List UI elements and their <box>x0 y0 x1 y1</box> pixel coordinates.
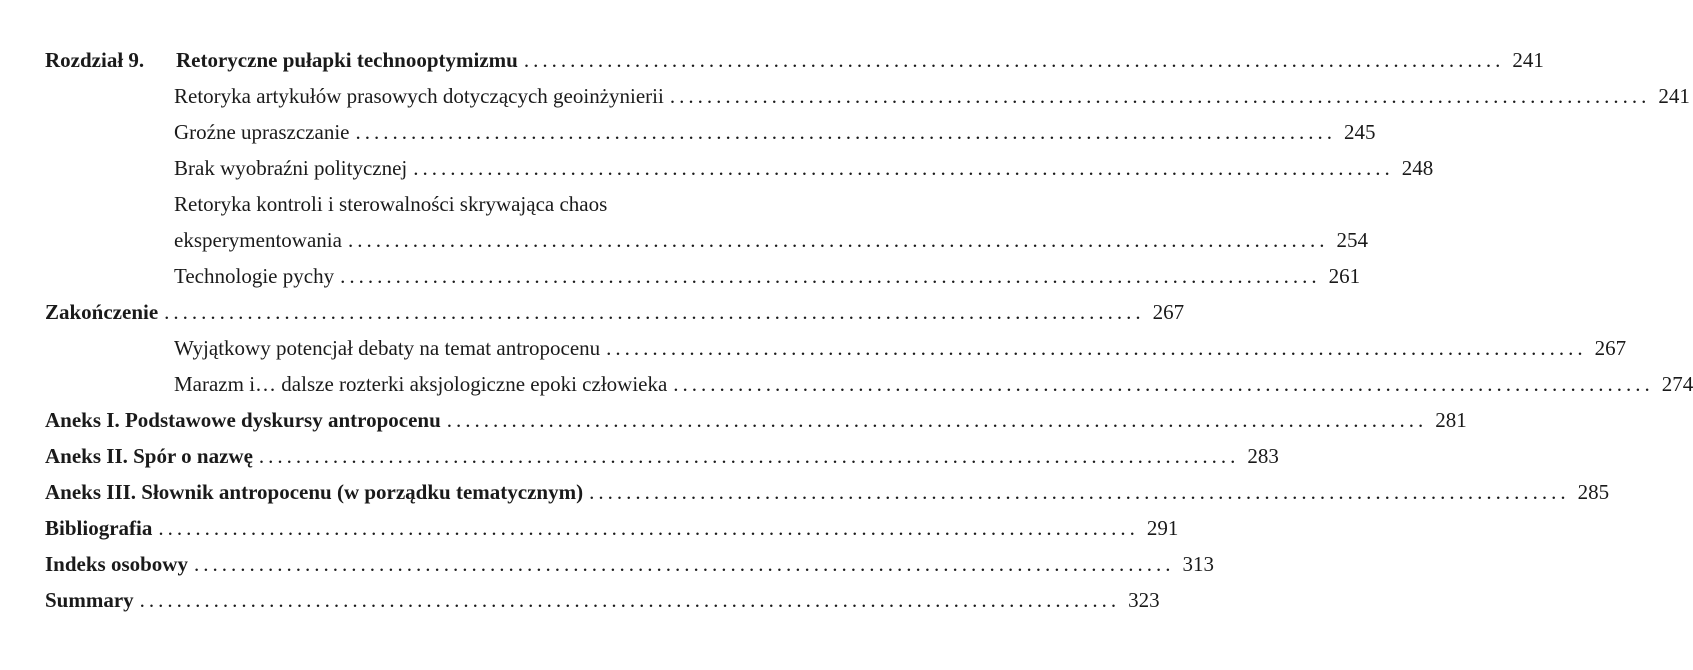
toc-entry-chapter-9 <box>0 42 1544 78</box>
dot-leader: .......................................................................................................... <box>258 444 1240 468</box>
toc-entry <box>0 330 1627 366</box>
toc-entry <box>0 150 1434 186</box>
page-number: 323 <box>1128 588 1160 612</box>
dot-leader: .......................................................................................................... <box>523 48 1505 72</box>
page-number: 281 <box>1435 408 1467 432</box>
page-number: 285 <box>1577 480 1610 504</box>
toc-entry-title: Retoryczne pułapki technooptymizmu <box>176 48 518 72</box>
toc-entry <box>0 258 1361 294</box>
page-number: 274 <box>1661 372 1693 396</box>
dot-leader: .......................................................................................................... <box>669 84 1651 108</box>
page-number: 245 <box>1343 120 1376 144</box>
toc-entry-continuation <box>0 186 898 222</box>
dot-leader: .......................................................................................................... <box>340 264 1321 288</box>
dot-leader: .......................................................................................................... <box>589 480 1570 504</box>
page-number: 254 <box>1336 228 1368 252</box>
toc-entry-title: Groźne upraszczanie <box>174 120 350 144</box>
dot-leader: .......................................................................................................... <box>413 156 1394 180</box>
toc-entry-title: Summary <box>45 588 134 612</box>
toc-entry-title: Aneks II. Spór o nazwę <box>45 444 253 468</box>
toc-entry-bibliography <box>0 510 1179 546</box>
toc-entry-index <box>0 546 1214 582</box>
dot-leader: .......................................................................................................... <box>139 588 1121 612</box>
page-number: 291 <box>1146 516 1179 540</box>
dot-leader: .......................................................................................................... <box>355 120 1336 144</box>
toc-entry-title: Brak wyobraźni politycznej <box>174 156 408 180</box>
toc-entry-conclusion <box>0 294 1185 330</box>
toc-entry-title: Marazm i… dalsze rozterki aksjologiczne epoki człowieka <box>174 372 668 396</box>
toc-entry-annex-2 <box>0 438 1279 474</box>
toc-entry <box>0 222 1368 258</box>
toc-entry-annex-1 <box>0 402 1467 438</box>
toc-entry <box>0 114 1376 150</box>
dot-leader: .......................................................................................................... <box>673 372 1654 396</box>
toc-entry-title: Zakończenie <box>45 300 159 324</box>
toc-entry-summary <box>0 582 1160 618</box>
toc-entry-title: Indeks osobowy <box>45 552 188 576</box>
dot-leader: .......................................................................................................... <box>193 552 1175 576</box>
toc-entry-title: Aneks III. Słownik antropocenu (w porządku tematycznym) <box>45 480 584 504</box>
toc-entry-annex-3 <box>0 474 1610 510</box>
toc-entry-title: Bibliografia <box>45 516 153 540</box>
chapter-number: Rozdział 9. <box>45 48 145 72</box>
page-number: 267 <box>1152 300 1185 324</box>
dot-leader: .......................................................................................................... <box>446 408 1428 432</box>
dot-leader: .......................................................................................................... <box>347 228 1329 252</box>
dot-leader: .......................................................................................................... <box>606 336 1587 360</box>
toc-entry-title: Retoryka artykułów prasowych dotyczących geoinżynierii <box>174 84 664 108</box>
page-number: 241 <box>1512 48 1544 72</box>
toc-entry-title: Aneks I. Podstawowe dyskursy antropocenu <box>45 408 441 432</box>
toc-entry <box>0 78 1690 114</box>
page-number: 248 <box>1401 156 1434 180</box>
page-number: 313 <box>1182 552 1214 576</box>
toc-entry-title: eksperymentowania <box>174 228 342 252</box>
toc-entry-title: Technologie pychy <box>174 264 335 288</box>
page-number: 241 <box>1658 84 1690 108</box>
page-number: 261 <box>1328 264 1361 288</box>
toc-entry <box>0 366 1693 402</box>
page-number: 283 <box>1247 444 1279 468</box>
dot-leader: .......................................................................................................... <box>158 516 1139 540</box>
toc-entry-title: Wyjątkowy potencjał debaty na temat antropocenu <box>174 336 601 360</box>
page-number: 267 <box>1594 336 1627 360</box>
toc-entry-title-first-line: Retoryka kontroli i sterowalności skrywająca chaos <box>174 192 608 216</box>
dot-leader: .......................................................................................................... <box>164 300 1145 324</box>
